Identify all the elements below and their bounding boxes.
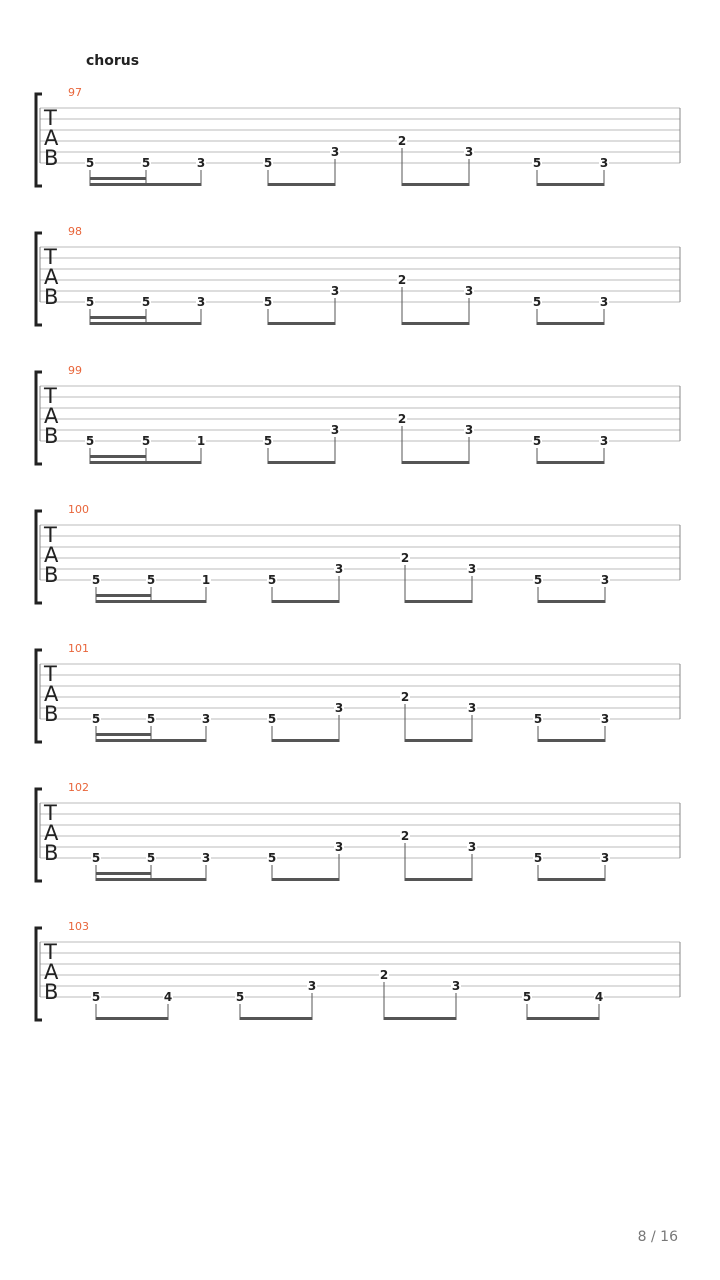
fret-number: 4 [163, 990, 173, 1004]
fret-number: 5 [91, 573, 101, 587]
measure-number: 99 [68, 364, 82, 377]
fret-number: 3 [334, 701, 344, 715]
section-label-chorus: chorus [86, 53, 140, 69]
fret-number: 5 [532, 156, 542, 170]
fret-number: 3 [600, 712, 610, 726]
fret-number: 3 [201, 851, 211, 865]
fret-number: 5 [85, 434, 95, 448]
fret-number: 3 [599, 156, 609, 170]
fret-number: 2 [400, 829, 410, 843]
fret-number: 5 [91, 990, 101, 1004]
beam [268, 461, 335, 464]
tab-system-100 [36, 503, 680, 603]
beam [90, 183, 201, 186]
tab-system-97 [36, 86, 680, 186]
tab-system-101 [36, 642, 680, 742]
fret-number: 3 [599, 295, 609, 309]
beam [272, 739, 339, 742]
fret-number: 2 [397, 134, 407, 148]
beam [96, 739, 206, 742]
fret-number: 5 [533, 712, 543, 726]
tab-clef-letter: B [44, 841, 59, 865]
fret-number: 1 [196, 434, 206, 448]
fret-number: 3 [330, 284, 340, 298]
fret-number: 5 [235, 990, 245, 1004]
fret-number: 3 [451, 979, 461, 993]
beam [527, 1017, 599, 1020]
beam [96, 878, 206, 881]
fret-number: 1 [201, 573, 211, 587]
fret-number: 5 [263, 434, 273, 448]
fret-number: 5 [141, 295, 151, 309]
beam [405, 739, 472, 742]
fret-number: 3 [464, 423, 474, 437]
fret-number: 3 [196, 295, 206, 309]
fret-number: 5 [91, 712, 101, 726]
tab-system-98 [36, 225, 680, 325]
tab-clef-letter: B [44, 980, 59, 1004]
fret-number: 3 [464, 145, 474, 159]
fret-number: 5 [263, 295, 273, 309]
tab-system-99 [36, 364, 680, 464]
measure-number: 98 [68, 225, 82, 238]
fret-number: 3 [330, 423, 340, 437]
tab-clef-letter: A [44, 265, 59, 289]
beam-secondary [96, 733, 151, 736]
fret-number: 5 [522, 990, 532, 1004]
beam [537, 183, 604, 186]
beam-secondary [90, 177, 146, 180]
tab-clef-letter: T [44, 662, 57, 686]
fret-number: 5 [533, 851, 543, 865]
fret-number: 3 [467, 701, 477, 715]
tab-clef-letter: A [44, 543, 59, 567]
beam [402, 461, 469, 464]
beam [96, 600, 206, 603]
fret-number: 5 [146, 851, 156, 865]
tab-clef-letter: B [44, 285, 59, 309]
tab-clef-letter: A [44, 960, 59, 984]
tab-system-102 [36, 781, 680, 881]
fret-number: 3 [307, 979, 317, 993]
beam [402, 183, 469, 186]
tab-system-103 [36, 920, 680, 1020]
tab-clef-letter: A [44, 126, 59, 150]
beam [272, 600, 339, 603]
fret-number: 5 [85, 156, 95, 170]
tab-clef-letter: A [44, 821, 59, 845]
fret-number: 2 [397, 412, 407, 426]
fret-number: 5 [85, 295, 95, 309]
tab-clef-letter: T [44, 245, 57, 269]
tab-clef-letter: B [44, 563, 59, 587]
measure-number: 100 [68, 503, 89, 516]
fret-number: 3 [467, 840, 477, 854]
tab-clef-letter: B [44, 424, 59, 448]
beam-secondary [96, 594, 151, 597]
fret-number: 5 [532, 434, 542, 448]
fret-number: 3 [201, 712, 211, 726]
beam [268, 322, 335, 325]
beam [538, 600, 605, 603]
fret-number: 2 [379, 968, 389, 982]
tab-clef-letter: A [44, 682, 59, 706]
beam [405, 600, 472, 603]
measure-number: 102 [68, 781, 89, 794]
fret-number: 3 [330, 145, 340, 159]
fret-number: 5 [533, 573, 543, 587]
tab-clef-letter: T [44, 940, 57, 964]
fret-number: 3 [600, 851, 610, 865]
fret-number: 3 [467, 562, 477, 576]
fret-number: 3 [600, 573, 610, 587]
tab-clef-letter: T [44, 384, 57, 408]
fret-number: 3 [599, 434, 609, 448]
beam-secondary [90, 316, 146, 319]
beam [90, 461, 201, 464]
beam [538, 878, 605, 881]
measure-number: 97 [68, 86, 82, 99]
fret-number: 5 [532, 295, 542, 309]
tab-clef-letter: B [44, 702, 59, 726]
fret-number: 4 [594, 990, 604, 1004]
beam [272, 878, 339, 881]
tab-clef-letter: T [44, 523, 57, 547]
measure-number: 101 [68, 642, 89, 655]
fret-number: 2 [400, 690, 410, 704]
tab-clef-letter: T [44, 801, 57, 825]
measure-number: 103 [68, 920, 89, 933]
fret-number: 3 [334, 840, 344, 854]
fret-number: 5 [263, 156, 273, 170]
fret-number: 5 [267, 573, 277, 587]
tab-clef-letter: A [44, 404, 59, 428]
beam [402, 322, 469, 325]
beam-secondary [90, 455, 146, 458]
fret-number: 3 [196, 156, 206, 170]
fret-number: 5 [267, 712, 277, 726]
beam [240, 1017, 312, 1020]
beam [537, 461, 604, 464]
fret-number: 5 [91, 851, 101, 865]
beam [90, 322, 201, 325]
fret-number: 2 [400, 551, 410, 565]
beam [96, 1017, 168, 1020]
beam [405, 878, 472, 881]
page-number: 8 / 16 [637, 1229, 678, 1245]
fret-number: 3 [464, 284, 474, 298]
beam [268, 183, 335, 186]
beam [384, 1017, 456, 1020]
tab-clef-letter: B [44, 146, 59, 170]
beam [538, 739, 605, 742]
fret-number: 5 [141, 434, 151, 448]
tab-clef-letter: T [44, 106, 57, 130]
fret-number: 5 [267, 851, 277, 865]
beam [537, 322, 604, 325]
fret-number: 5 [146, 573, 156, 587]
fret-number: 5 [146, 712, 156, 726]
fret-number: 3 [334, 562, 344, 576]
beam-secondary [96, 872, 151, 875]
fret-number: 5 [141, 156, 151, 170]
fret-number: 2 [397, 273, 407, 287]
